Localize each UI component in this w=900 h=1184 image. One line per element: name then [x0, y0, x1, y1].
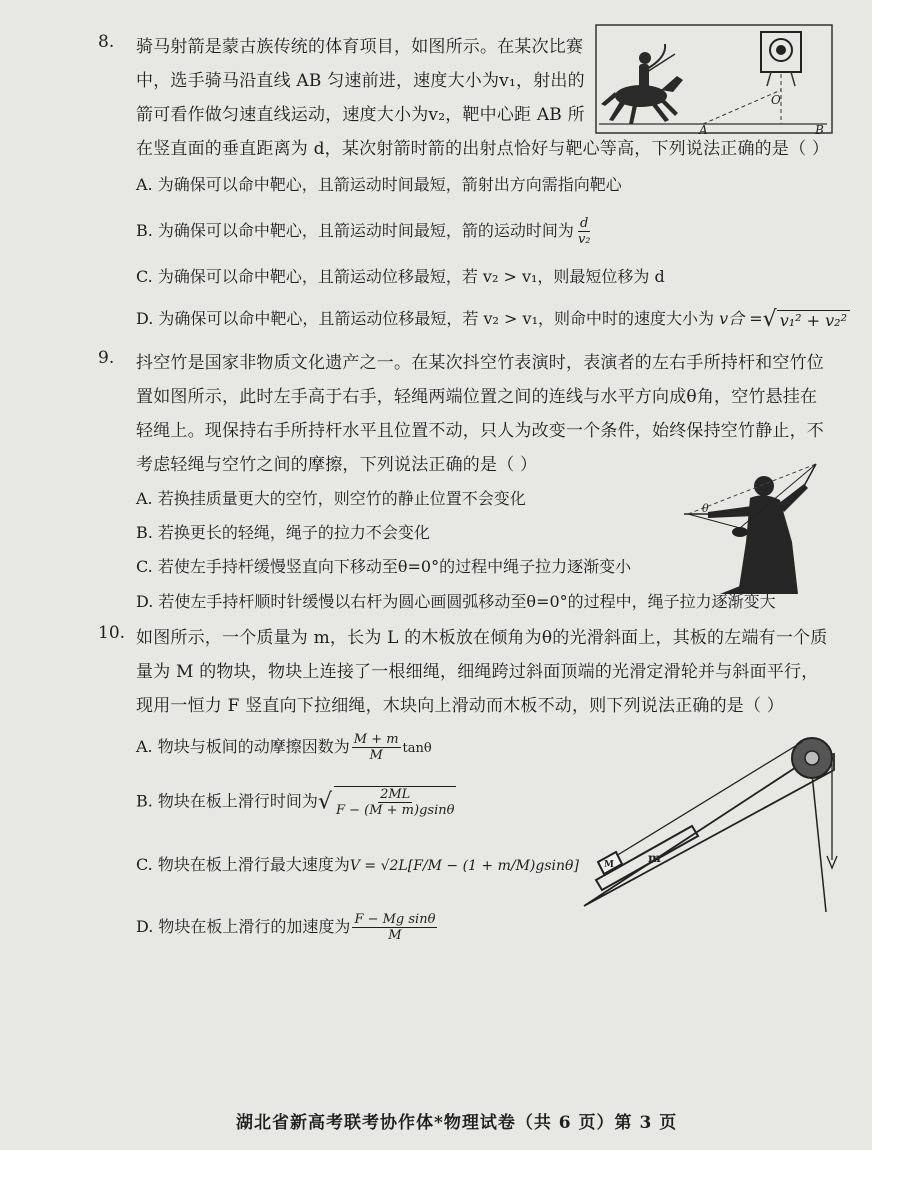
q8-option-c: C. 为确保可以命中靶心，且箭运动位移最短，若 v₂ > v₁，则最短位移为 d: [136, 267, 665, 286]
q8-line-2: 中，选手骑马沿直线 AB 匀速前进，速度大小为v₁，射出的: [136, 71, 585, 91]
q10-a-fraction: [352, 732, 401, 763]
q8-b-denominator: v₂: [577, 232, 591, 247]
q8-archery-figure: [595, 24, 835, 136]
q10-option-a: [136, 732, 432, 763]
q8-d-formula-lhs: v合 =: [719, 309, 763, 328]
q10-option-c-text: C. 物块在板上滑行最大速度为: [136, 855, 350, 874]
q10-b-fraction: [334, 786, 456, 818]
q10-option-d-text: D. 物块在板上滑行的加速度为: [136, 917, 351, 936]
label-a: A: [699, 123, 708, 136]
q10-line-3: 现用一恒力 F 竖直向下拉细绳，木块向上滑动而木板不动，则下列说法正确的是（ ）: [136, 696, 785, 716]
q10-a-denominator: M: [369, 748, 383, 763]
q8-line-3: 箭可看作做匀速直线运动，速度大小为v₂，靶中心距 AB 所: [136, 105, 585, 125]
q8-option-a: A. 为确保可以命中靶心，且箭运动时间最短，箭射出方向需指向靶心: [136, 175, 622, 194]
q10-line-2: 量为 M 的物块，物块上连接了一根细绳，细绳跨过斜面顶端的光滑定滑轮并与斜面平行，: [136, 662, 819, 682]
q9-line-3: 轻绳上。现保持右手所持杆水平且位置不动，只人为改变一个条件，始终保持空竹静止，不: [136, 421, 824, 441]
q9-number: 9.: [98, 348, 115, 368]
label-theta: θ: [702, 502, 709, 515]
q9-diabolo-figure: [680, 446, 840, 594]
left-hand-stick: [804, 464, 816, 486]
q10-incline-figure: [576, 730, 846, 914]
label-o: O: [771, 93, 781, 107]
q8-d-formula-radicand: v₁² + v₂²: [777, 310, 850, 330]
q8-b-numerator: d: [580, 216, 589, 231]
q10-b-numerator: 2ML: [380, 787, 411, 802]
q9-line-2: 置如图所示，此时左手高于右手，轻绳两端位置之间的连线与水平方向成θ角，空竹悬挂在: [136, 387, 818, 407]
q8-option-b: [136, 216, 595, 247]
q10-option-c: [136, 852, 579, 875]
horse-rider-silhouette: [601, 44, 683, 124]
q9-option-c: C. 若使左手持杆缓慢竖直向下移动至θ=0°的过程中绳子拉力逐渐变小: [136, 557, 632, 576]
q10-option-a-text: A. 物块与板间的动摩擦因数为: [136, 737, 350, 756]
bullseye: [776, 45, 786, 55]
q8-option-b-text: B. 为确保可以命中靶心，且箭运动时间最短，箭的运动时间为: [136, 221, 574, 240]
q10-b-denominator: F − (M + m)gsinθ: [335, 803, 455, 818]
q9-line-1: 抖空竹是国家非物质文化遗产之一。在某次抖空竹表演时，表演者的左右手所持杆和空竹位: [136, 353, 824, 373]
q8-number: 8.: [98, 32, 115, 52]
page-footer: 湖北省新高考联考协作体*物理试卷（共 6 页）第 3 页: [236, 1113, 678, 1133]
q10-option-b-text: B. 物块在板上滑行时间为: [136, 791, 318, 811]
q10-option-d: [136, 912, 439, 943]
q10-line-1: 如图所示，一个质量为 m，长为 L 的木板放在倾角为θ的光滑斜面上，其板的左端有一个质: [136, 628, 828, 648]
label-block: M: [604, 860, 614, 870]
q9-option-a: A. 若换挂质量更大的空竹，则空竹的静止位置不会变化: [136, 489, 526, 508]
q10-d-fraction: [352, 912, 437, 943]
q8-line-1: 骑马射箭是蒙古族传统的体育项目，如图所示。在某次比赛: [136, 37, 584, 57]
label-board: m: [648, 851, 661, 865]
q9-option-d: D. 若使左手持杆顺时针缓慢以右杆为圆心画圆弧移动至θ=0°的过程中，绳子拉力逐渐变大: [136, 592, 776, 611]
performer-silhouette: [708, 476, 808, 594]
q10-a-numerator: M + m: [353, 732, 399, 747]
q9-line-4: 考虑轻绳与空竹之间的摩擦，下列说法正确的是（ ）: [136, 455, 538, 475]
q10-option-b: B. 物块在板上滑行时间为√ $\frac{2ML}{F - (M + m)gsin\theta}$: [136, 787, 455, 818]
q10-d-denominator: M: [388, 928, 402, 943]
incline: [584, 754, 834, 906]
q8-line-4: 在竖直面的垂直距离为 d，某次射箭时箭的出射点恰好与靶心等高，下列说法正确的是（ ）: [136, 139, 830, 159]
q8-option-d: D. 为确保可以命中靶心，且箭运动位移最短，若 v₂ > v₁，则命中时的速度大小为 v合 =√ v₁² + v₂²: [136, 306, 850, 332]
label-b: B: [815, 123, 824, 136]
q10-number: 10.: [98, 623, 126, 643]
q10-d-numerator: F − Mg sinθ: [354, 912, 436, 927]
q8-option-d-text: D. 为确保可以命中靶心，且箭运动位移最短，若 v₂ > v₁，则命中时的速度大小为: [136, 309, 715, 328]
q10-a-tail: tanθ: [402, 741, 432, 756]
q8-option-b-fraction: [576, 216, 593, 247]
diabolo: [732, 527, 748, 537]
q10-c-formula: V = √2L[F/M − (1 + m/M)gsinθ]: [349, 858, 579, 874]
q9-option-b: B. 若换更长的轻绳，绳子的拉力不会变化: [136, 523, 430, 542]
